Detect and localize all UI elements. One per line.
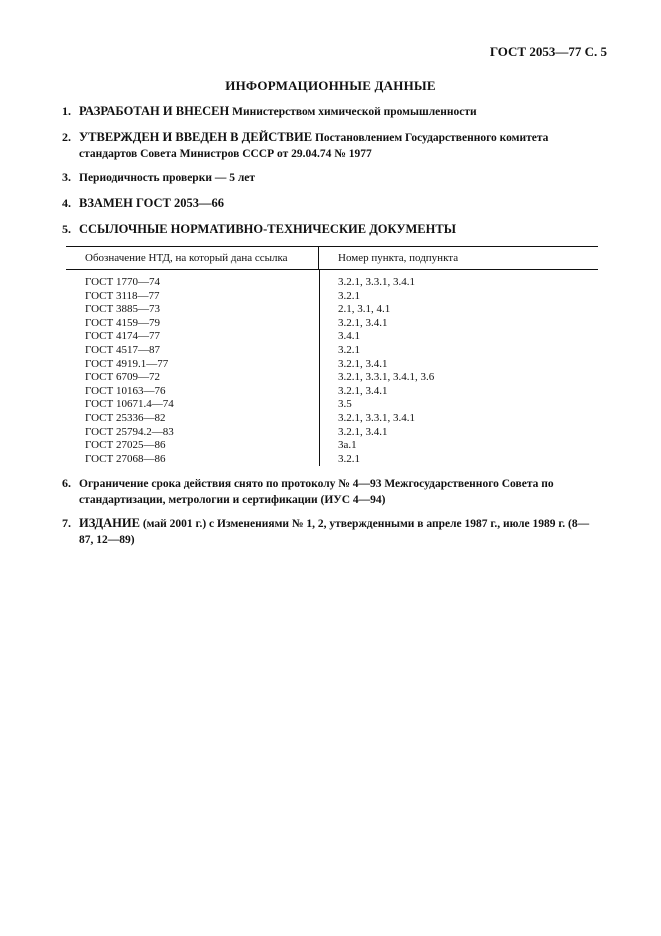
cell-clause: 3.4.1 [338,330,360,343]
table-row [66,398,598,412]
table-column-divider [319,270,320,466]
item-6 [62,476,602,508]
item-lead: ИЗДАНИЕ [79,516,140,530]
cell-clause: 3.2.1 [338,289,360,302]
cell-document: ГОСТ 4174—77 [85,330,160,343]
table-row [66,358,598,372]
table-row [66,344,598,358]
cell-document: ГОСТ 10671.4—74 [85,398,174,411]
cell-document: ГОСТ 1770—74 [85,276,160,288]
item-text: Постановлением Государственного комитета стандартов Совета Министров СССР от 29.04.74 № 1977 [79,132,549,160]
table-row [66,303,598,317]
item-text: Ограничение срока действия снято по протоколу № 4—93 Межгосударственного Совета по стандартизации, метрологии и сертификации (ИУС 4—94) [79,478,554,506]
cell-document: ГОСТ 27025—86 [85,439,166,452]
cell-clause: 3.2.1, 3.4.1 [338,384,388,397]
table-row [66,426,598,440]
table-row [66,453,598,467]
cell-document: ГОСТ 27068—86 [85,452,166,465]
cell-clause: 3.2.1, 3.3.1, 3.4.1 [338,276,415,288]
references-table [66,246,598,466]
item-5 [62,222,602,238]
table-row [66,290,598,304]
item-lead: УТВЕРЖДЕН И ВВЕДЕН В ДЕЙСТВИЕ [79,130,313,144]
table-row [66,439,598,453]
table-row [66,371,598,385]
cell-clause: 3.2.1, 3.3.1, 3.4.1 [338,411,415,424]
table-row [66,385,598,399]
cell-clause: 3.2.1, 3.3.1, 3.4.1, 3.6 [338,371,435,384]
table-row [66,412,598,426]
item-4 [62,196,602,212]
cell-document: ГОСТ 4517—87 [85,343,160,356]
page-title: ИНФОРМАЦИОННЫЕ ДАННЫЕ [225,78,436,93]
cell-document: ГОСТ 25794.2—83 [85,425,174,438]
item-7 [62,516,602,548]
item-number: 4. [62,196,71,210]
table-body [66,270,598,466]
cell-clause: 2.1, 3.1, 4.1 [338,303,391,316]
item-number: 6. [62,476,71,490]
item-number: 7. [62,516,71,530]
cell-document: ГОСТ 4159—79 [85,316,160,329]
cell-document: ГОСТ 6709—72 [85,371,160,384]
cell-clause: 3.2.1 [338,452,360,465]
item-number: 1. [62,104,71,118]
cell-clause: 3.2.1 [338,343,360,356]
cell-document: ГОСТ 4919.1—77 [85,357,169,370]
cell-clause: 3.5 [338,398,352,411]
cell-document: ГОСТ 25336—82 [85,411,166,424]
item-lead: РАЗРАБОТАН И ВНЕСЕН [79,104,230,118]
cell-clause: 3.2.1, 3.4.1 [338,316,388,329]
table-row [66,330,598,344]
cell-clause: 3а.1 [338,439,357,452]
item-1 [62,104,602,120]
item-number: 5. [62,222,71,236]
item-number: 3. [62,170,71,184]
item-text: Периодичность проверки — 5 лет [79,172,256,184]
item-2 [62,130,602,162]
item-lead: ССЫЛОЧНЫЕ НОРМАТИВНО-ТЕХНИЧЕСКИЕ ДОКУМЕНТЫ [79,222,456,236]
item-3 [62,170,602,186]
table-row [66,317,598,331]
cell-document: ГОСТ 3885—73 [85,303,160,316]
item-text: (май 2001 г.) с Изменениями № 1, 2, утвержденными в апреле 1987 г., июле 1989 г. (8—87, 12—89) [79,518,590,546]
table-row [66,276,598,290]
cell-clause: 3.2.1, 3.4.1 [338,425,388,438]
table-header [66,247,598,269]
cell-document: ГОСТ 10163—76 [85,384,166,397]
cell-clause: 3.2.1, 3.4.1 [338,357,388,370]
header-clause: Номер пункта, подпункта [338,252,459,264]
cell-document: ГОСТ 3118—77 [85,289,160,302]
item-text: Министерством химической промышленности [229,106,477,118]
item-number: 2. [62,130,71,144]
header-document: Обозначение НТД, на который дана ссылка [66,247,319,269]
item-lead: ВЗАМЕН ГОСТ 2053—66 [79,196,224,210]
page-header: ГОСТ 2053—77 С. 5 [489,44,607,59]
